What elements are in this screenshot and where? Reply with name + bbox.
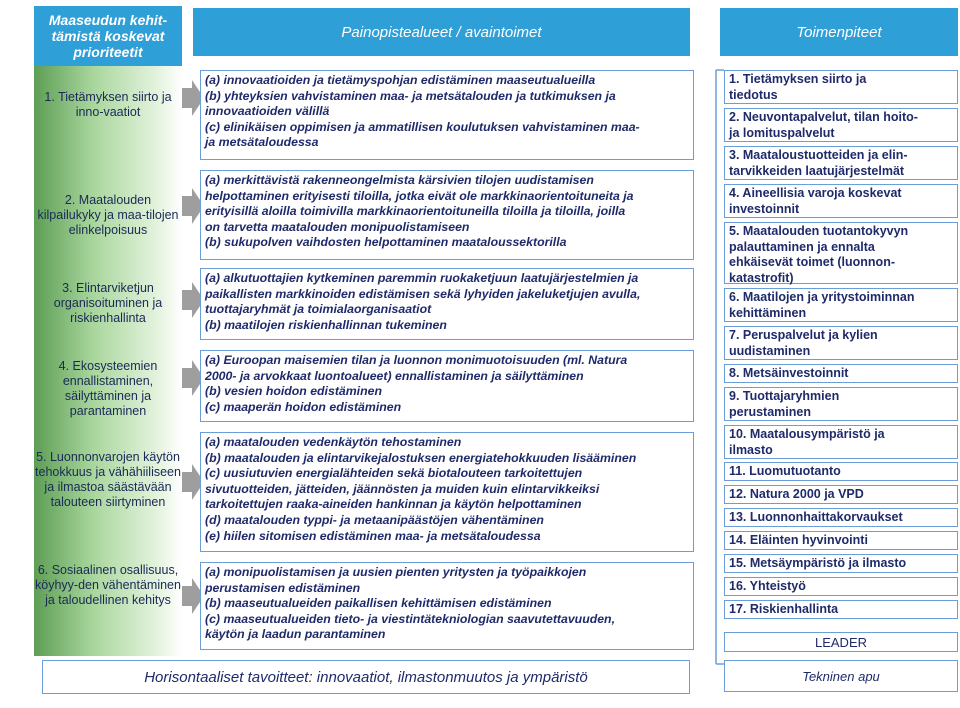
technical-assistance: Tekninen apu [724,660,958,692]
measure-10: 10. Maatalousympäristö ja ilmasto [724,425,958,459]
measure-6: 6. Maatilojen ja yritystoiminnan kehittäminen [724,288,958,322]
measure-17: 17. Riskienhallinta [724,600,958,619]
focus-area-6: (a) monipuolistamisen ja uusien pienten yritysten ja työpaikkojen perustamisen edistäminen (b) maaseutualueiden paikallisen kehittämisen edistäminen (c) maaseutualueiden tieto- ja viestintätekniologian saavutettavuuden, käytön ja laadun parantaminen [200,562,694,650]
measure-12: 12. Natura 2000 ja VPD [724,485,958,504]
measure-2: 2. Neuvontapalvelut, tilan hoito- ja lomituspalvelut [724,108,958,142]
measure-4: 4. Aineellisia varoja koskevat investoinnit [724,184,958,218]
priority-5: 5. Luonnonvarojen käytön tehokkuus ja vähähiiliseen ja ilmastoa säästävään talouteen siirtyminen [35,450,181,509]
measure-1: 1. Tietämyksen siirto ja tiedotus [724,70,958,104]
focus-area-3: (a) alkutuottajien kytkeminen paremmin ruokaketjuun laatujärjestelmien ja paikallisten markkinoiden edistämisen sekä lyhyiden jakeluketjujen avulla, tuottajaryhmät ja toimialaorganisaatiot (b) maatilojen riskienhallinnan tukeminen [200,268,694,340]
measure-7: 7. Peruspalvelut ja kylien uudistaminen [724,326,958,360]
measures-bracket [704,58,724,678]
priority-2: 2. Maatalouden kilpailukyky ja maa-tilojen elinkelpoisuus [37,193,179,237]
measure-15: 15. Metsäympäristö ja ilmasto [724,554,958,573]
focus-area-5: (a) maatalouden vedenkäytön tehostaminen (b) maatalouden ja elintarvikejalostuksen energiatehokkuuden lisääminen (c) uusiutuvien energialähteiden sekä biotalouteen tarkoitettujen sivutuotteiden, jätteiden, jäännösten ja muiden kuin elintarvikkeiksi tarkoitettujen raaka-aineiden hankinnan ja käytön helpottaminen (d) maatalouden typpi- ja metaanipäästöjen vähentäminen (e) hiilen sitomisen edistäminen maa- ja metsätaloudessa [200,432,694,552]
measure-5: 5. Maatalouden tuotantokyvyn palauttaminen ja ennalta ehkäisevät toimet (luonnon- katastrofit) [724,222,958,284]
horizontal-objectives: Horisontaaliset tavoitteet: innovaatiot, ilmastonmuutos ja ympäristö [42,660,690,694]
priorities-header: Maaseudun kehit-tämistä koskevat prioriteetit [34,6,182,66]
priority-1: 1. Tietämyksen siirto ja inno-vaatiot [44,90,172,119]
focus-area-1: (a) innovaatioiden ja tietämyspohjan edistäminen maaseutualueilla (b) yhteyksien vahvistaminen maa- ja metsätalouden ja tutkimuksen ja innovaatioiden välillä (c) elinikäisen oppimisen ja ammatillisen koulutuksen vahvistaminen maa- ja metsätaloudessa [200,70,694,160]
priority-6: 6. Sosiaalinen osallisuus, köyhyy-den vähentäminen ja taloudellinen kehitys [35,563,181,607]
measure-8: 8. Metsäinvestoinnit [724,364,958,383]
measure-3: 3. Maataloustuotteiden ja elin- tarvikkeiden laatujärjestelmät [724,146,958,180]
focus-area-2: (a) merkittävistä rakenneongelmista kärsivien tilojen uudistamisen helpottaminen erityisesti tiloilla, jotka eivät ole markkinaorientoituneita ja erityisillä aloilla toimivilla markkinaorientoituneilla tiloilla ja tiloilla, joilla on tarvetta maatalouden monipuolistamiseen (b) sukupolven vaihdosten helpottaminen maataloussektorilla [200,170,694,260]
leader-box: LEADER [724,632,958,652]
priority-3: 3. Elintarviketjun organisoituminen ja riskienhallinta [53,281,163,325]
measures-header: Toimenpiteet [720,8,958,56]
measure-11: 11. Luomutuotanto [724,462,958,481]
measure-13: 13. Luonnonhaittakorvaukset [724,508,958,527]
measure-16: 16. Yhteistyö [724,577,958,596]
focus-areas-header: Painopistealueet / avaintoimet [193,8,690,56]
focus-area-4: (a) Euroopan maisemien tilan ja luonnon monimuotoisuuden (ml. Natura 2000- ja arvokkaat luontoalueet) ennallistaminen ja säilyttäminen (b) vesien hoidon edistäminen (c) maaperän hoidon edistäminen [200,350,694,422]
measure-14: 14. Eläinten hyvinvointi [724,531,958,550]
measure-9: 9. Tuottajaryhmien perustaminen [724,387,958,421]
priority-4: 4. Ekosysteemien ennallistaminen, säilyttäminen ja parantaminen [58,359,158,418]
